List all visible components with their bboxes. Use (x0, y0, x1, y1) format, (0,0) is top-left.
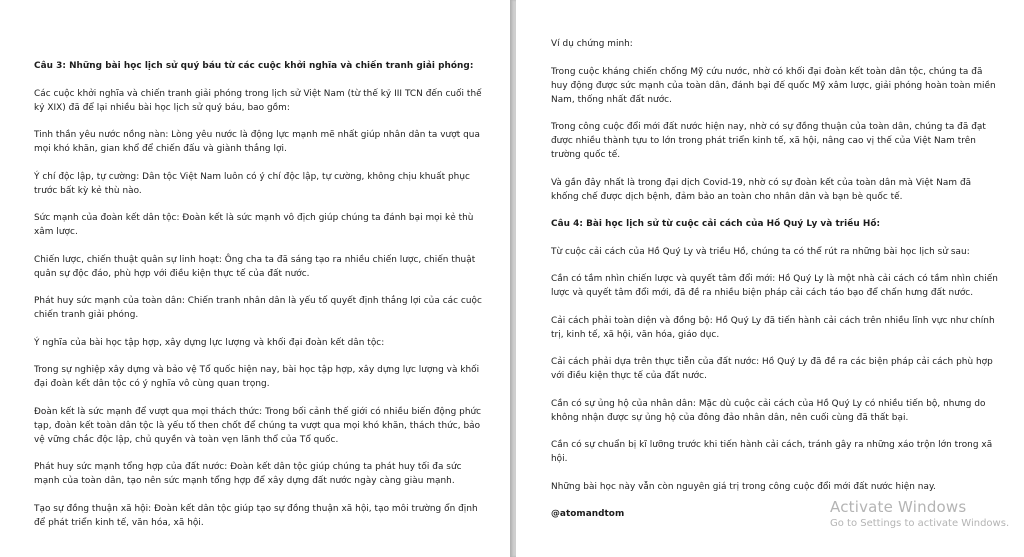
body-paragraph: Ý chí độc lập, tự cường: Dân tộc Việt Nam luôn có ý chí độc lập, tự cường, không chịu khuất phục trước bất kỳ kẻ thù nào. (34, 171, 470, 196)
watermark-title: Activate Windows (830, 498, 967, 516)
body-paragraph: Trong sự nghiệp xây dựng và bảo vệ Tổ quốc hiện nay, bài học tập hợp, xây dựng lực lượng và khối đại đoàn kết dân tộc có ý nghĩa vô cùng quan trọng. (34, 365, 480, 389)
body-paragraph: Tinh thần yêu nước nồng nàn: Lòng yêu nước là động lực mạnh mẽ nhất giúp nhân dân ta vượt qua mọi khó khăn, gian khổ để chiến đấu và giành thắng lợi. (34, 130, 480, 154)
body-paragraph: Cần có tầm nhìn chiến lược và quyết tâm đổi mới: Hồ Quý Ly là một nhà cải cách có tầm nhìn chiến lược và quyết tâm đổi mới, đã đề ra nhiều biện pháp cải cách táo bạo để chấn hưng đất nước. (551, 274, 998, 298)
body-paragraph: Đoàn kết là sức mạnh để vượt qua mọi thách thức: Trong bối cảnh thế giới có nhiều biến động phức tạp, đoàn kết toàn dân tộc là yếu tố then chốt để chúng ta vượt qua mọi khó khăn, thách thức, bảo vệ vững chắc độc lập, chủ quyền và toàn vẹn lãnh thổ của Tổ quốc. (34, 406, 482, 445)
body-paragraph: Cần có sự chuẩn bị kĩ lưỡng trước khi tiến hành cải cách, tránh gây ra những xáo trộn lớn trong xã hội. (551, 440, 993, 464)
body-paragraph: Từ cuộc cải cách của Hồ Quý Ly và triều Hồ, chúng ta có thể rút ra những bài học lịch sử sau: (551, 246, 970, 257)
body-paragraph: Phát huy sức mạnh của toàn dân: Chiến tranh nhân dân là yếu tố quyết định thắng lợi của các cuộc chiến tranh giải phóng. (34, 296, 482, 320)
author-handle: @atomandtom (551, 509, 625, 519)
right-paragraphs (551, 37, 1000, 494)
left-document-page (0, 0, 510, 557)
section-heading: Câu 3: Những bài học lịch sử quý báu từ các cuộc khởi nghĩa và chiến tranh giải phóng: (34, 61, 474, 71)
body-paragraph: Cải cách phải dựa trên thực tiễn của đất nước: Hồ Quý Ly đã đề ra các biện pháp cải cách phù hợp với điều kiện thực tế của đất nước. (551, 357, 993, 381)
body-paragraph: Cần có sự ủng hộ của nhân dân: Mặc dù cuộc cải cách của Hồ Quý Ly có nhiều tiến bộ, nhưng do không nhận được sự ủng hộ của đông đảo nhân dân, nên cuối cùng đã thất bại. (551, 398, 986, 423)
body-paragraph: Trong công cuộc đổi mới đất nước hiện nay, nhờ có sự đồng thuận của toàn dân, chúng ta đã đạt được nhiều thành tựu to lớn trong phát triển kinh tế, xã hội, nâng cao vị thế của Việt Nam trên trường quốc tế. (551, 122, 986, 160)
body-paragraph: Chiến lược, chiến thuật quân sự linh hoạt: Ông cha ta đã sáng tạo ra nhiều chiến lược, chiến thuật quân sự độc đáo, phù hợp với điều kiện thực tế của đất nước. (34, 254, 476, 279)
body-paragraph: Trong cuộc kháng chiến chống Mỹ cứu nước, nhờ có khối đại đoàn kết toàn dân tộc, chúng ta đã huy động được sức mạnh của toàn dân, đánh bại đế quốc Mỹ xâm lược, giải phóng hoàn toàn miền Nam, thống nhất đất nước. (551, 66, 996, 105)
right-document-page (516, 0, 1024, 557)
body-paragraph: Ví dụ chứng minh: (551, 39, 633, 49)
section-heading: Câu 4: Bài học lịch sử từ cuộc cải cách của Hồ Quý Ly và triều Hồ: (551, 219, 881, 229)
body-paragraph: Các cuộc khởi nghĩa và chiến tranh giải phóng trong lịch sử Việt Nam (từ thế kỷ III TCN đến cuối thế kỷ XIX) đã để lại nhiều bài học lịch sử quý báu, bao gồm: (34, 88, 482, 113)
body-paragraph: Ý nghĩa của bài học tập hợp, xây dựng lực lượng và khối đại đoàn kết dân tộc: (34, 337, 385, 348)
watermark-subtitle: Go to Settings to activate Windows. (830, 518, 1010, 529)
body-paragraph: Cải cách phải toàn diện và đồng bộ: Hồ Quý Ly đã tiến hành cải cách trên nhiều lĩnh vực như chính trị, kinh tế, xã hội, văn hóa, giáo dục. (551, 315, 995, 340)
body-paragraph: Tạo sự đồng thuận xã hội: Đoàn kết dân tộc giúp tạo sự đồng thuận xã hội, tạo môi trường ổn định để phát triển kinh tế, văn hóa, xã hội. (34, 503, 478, 528)
body-paragraph: Và gần đây nhất là trong đại dịch Covid-19, nhờ có sự đoàn kết của toàn dân mà Việt Nam đã khống chế được dịch bệnh, đảm bảo an toàn cho nhân dân và bạn bè quốc tế. (551, 177, 972, 202)
body-paragraph: Những bài học này vẫn còn nguyên giá trị trong công cuộc đổi mới đất nước hiện nay. (551, 481, 936, 492)
body-paragraph: Sức mạnh của đoàn kết dân tộc: Đoàn kết là sức mạnh vô địch giúp chúng ta đánh bại mọi kẻ thù xâm lược. (34, 213, 474, 237)
body-paragraph: Phát huy sức mạnh tổng hợp của đất nước: Đoàn kết dân tộc giúp chúng ta phát huy tối đa sức mạnh của toàn dân, tạo nên sức mạnh tổng hợp để xây dựng đất nước ngày càng giàu mạnh. (34, 462, 462, 486)
